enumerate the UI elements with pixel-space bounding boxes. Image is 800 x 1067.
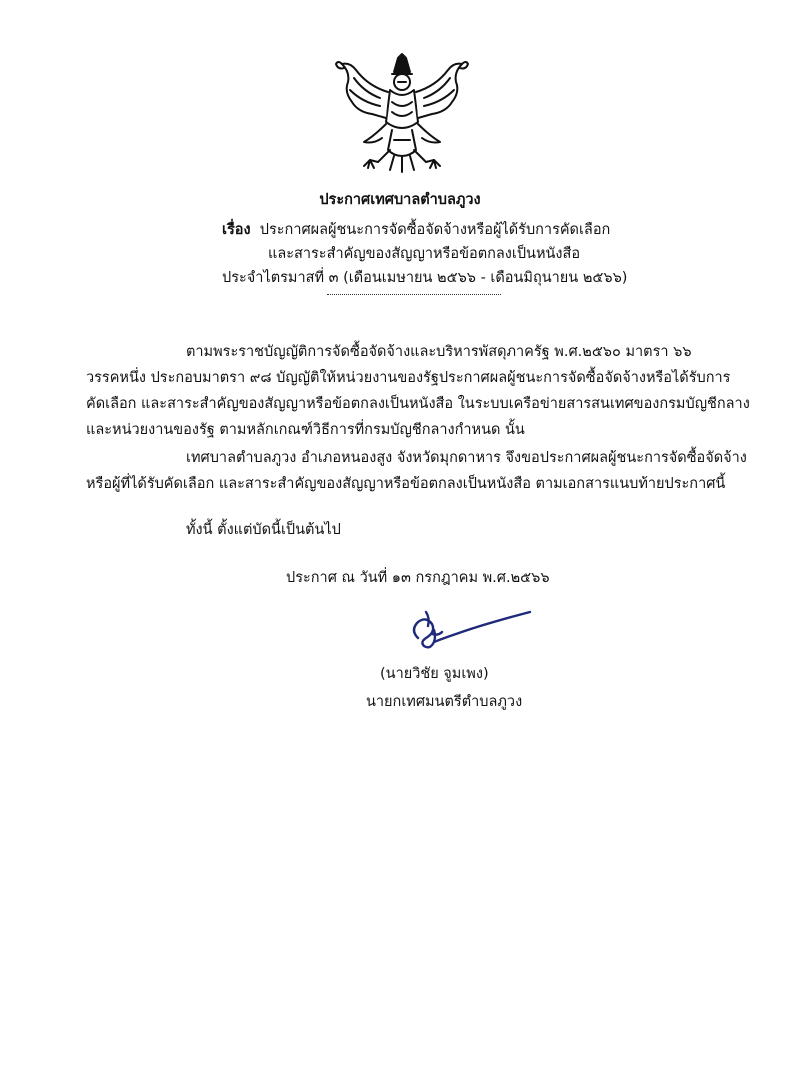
para2-line-2: หรือผู้ที่ได้รับคัดเลือก และสาระสำคัญของสัญญาหรือข้อตกลงเป็นหนังสือ ตามเอกสารแนบท้ายประกาศนี้ xyxy=(86,476,726,492)
para2-line-1: เทศบาลตำบลภูวง อำเภอหนองสูง จังหวัดมุกดาหาร จึงขอประกาศผลผู้ชนะการจัดซื้อจัดจ้าง xyxy=(186,450,747,466)
garuda-emblem-icon xyxy=(334,52,470,176)
signatory-name: (นายวิชัย จูมเพง) xyxy=(380,666,489,682)
para1-line-4: และหน่วยงานของรัฐ ตามหลักเกณฑ์วิธีการที่กรมบัญชีกลางกำหนด นั้น xyxy=(86,422,525,438)
signatory-position: นายกเทศมนตรีตำบลภูวง xyxy=(366,694,523,710)
separator-dots xyxy=(327,294,501,295)
para1-line-3: คัดเลือก และสาระสำคัญของสัญญาหรือข้อตกลงเป็นหนังสือ ในระบบเครือข่ายสารสนเทศของกรมบัญชีกลาง xyxy=(86,396,750,412)
document-title: ประกาศเทศบาลตำบลภูวง xyxy=(319,192,481,208)
subject-line-2: และสาระสำคัญของสัญญาหรือข้อตกลงเป็นหนังสือ xyxy=(268,246,581,262)
para3-text: ทั้งนี้ ตั้งแต่บัดนี้เป็นต้นไป xyxy=(186,522,341,538)
subject-line-3: ประจำไตรมาสที่ ๓ (เดือนเมษายน ๒๕๖๖ - เดือนมิถุนายน ๒๕๖๖) xyxy=(222,270,628,286)
subject-text-1: ประกาศผลผู้ชนะการจัดซื้อจัดจ้างหรือผู้ได้รับการคัดเลือก xyxy=(259,222,611,238)
subject-line-1 xyxy=(222,220,610,240)
para1-line-2: วรรคหนึ่ง ประกอบมาตรา ๙๘ บัญญัติให้หน่วยงานของรัฐประกาศผลผู้ชนะการจัดซื้อจัดจ้างหรือได้รับการ xyxy=(86,370,731,386)
announcement-date: ประกาศ ณ วันที่ ๑๓ กรกฎาคม พ.ศ.๒๕๖๖ xyxy=(286,570,550,586)
subject-label: เรื่อง xyxy=(222,222,251,238)
handwritten-signature xyxy=(404,608,534,654)
para1-line-1: ตามพระราชบัญญัติการจัดซื้อจัดจ้างและบริหารพัสดุภาครัฐ พ.ศ.๒๕๖๐ มาตรา ๖๖ xyxy=(186,344,692,360)
